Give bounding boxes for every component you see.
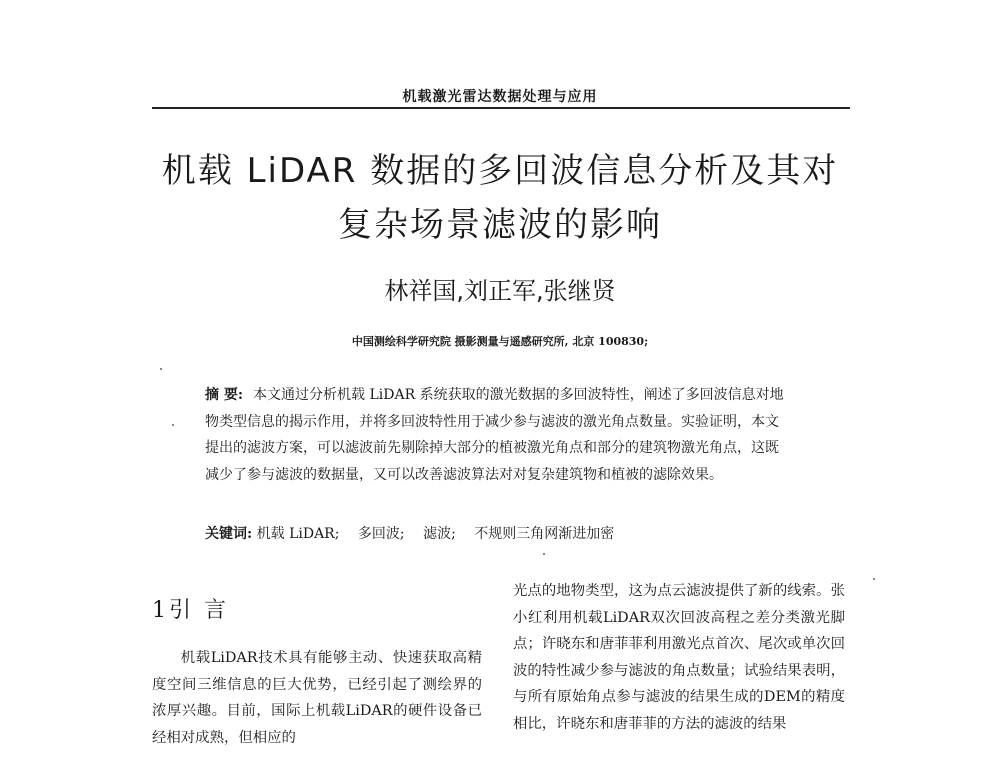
keyword: 多回波;: [357, 526, 405, 542]
section-heading: 1引 言: [152, 598, 229, 623]
header-rule: [152, 107, 850, 109]
keywords: [205, 523, 805, 543]
keyword: 不规则三角网渐进加密: [474, 526, 615, 542]
keyword: 滤波;: [423, 526, 456, 542]
abstract: [205, 382, 790, 488]
keyword: 机载 LiDAR;: [256, 526, 340, 542]
scan-speck: [160, 368, 162, 370]
body-right-column: 光点的地物类型，这为点云滤波提供了新的线索。张小红利用机载LiDAR双次回波高程之差分类激光脚点；许晓东和唐菲菲利用激光点首次、尾次或单次回波的特性减少参与滤波的角点数量；试验结果表明，与所有原始角点参与滤波的结果生成的DEM的精度相比，许晓东和唐菲菲的方法的滤波的结果: [513, 583, 845, 732]
authors: 林祥国,刘正军,张继贤: [384, 277, 616, 305]
scan-speck: [172, 424, 174, 426]
scan-speck: [873, 578, 875, 580]
body-left-column: 机载LiDAR技术具有能够主动、快速获取高精度空间三维信息的巨大优势，已经引起了测绘界的浓厚兴趣。目前，国际上机载LiDAR的硬件设备已经相对成熟，但相应的: [152, 650, 482, 746]
abstract-label: 摘 要:: [205, 387, 244, 403]
keywords-label: 关键词:: [205, 526, 253, 542]
abstract-text: 本文通过分析机载 LiDAR 系统获取的激光数据的多回波特性，阐述了多回波信息对地物类型信息的揭示作用，并将多回波特性用于减少参与滤波的激光角点数量。实验证明，本文提出的滤波方案，可以滤波前先剔除掉大部分的植被激光角点和部分的建筑物激光角点，这既减少了参与滤波的数据量，又可以改善滤波算法对对复杂建筑物和植被的滤除效果。: [205, 387, 784, 483]
running-head: 机载激光雷达数据处理与应用: [402, 89, 598, 105]
scan-speck: [543, 553, 545, 555]
affiliation: 中国测绘科学研究院 摄影测量与遥感研究所, 北京 100830;: [351, 335, 649, 348]
paper-title-line-1: 机载 LiDAR 数据的多回波信息分析及其对: [161, 151, 839, 191]
paper-title-line-2: 复杂场景滤波的影响: [338, 205, 662, 245]
